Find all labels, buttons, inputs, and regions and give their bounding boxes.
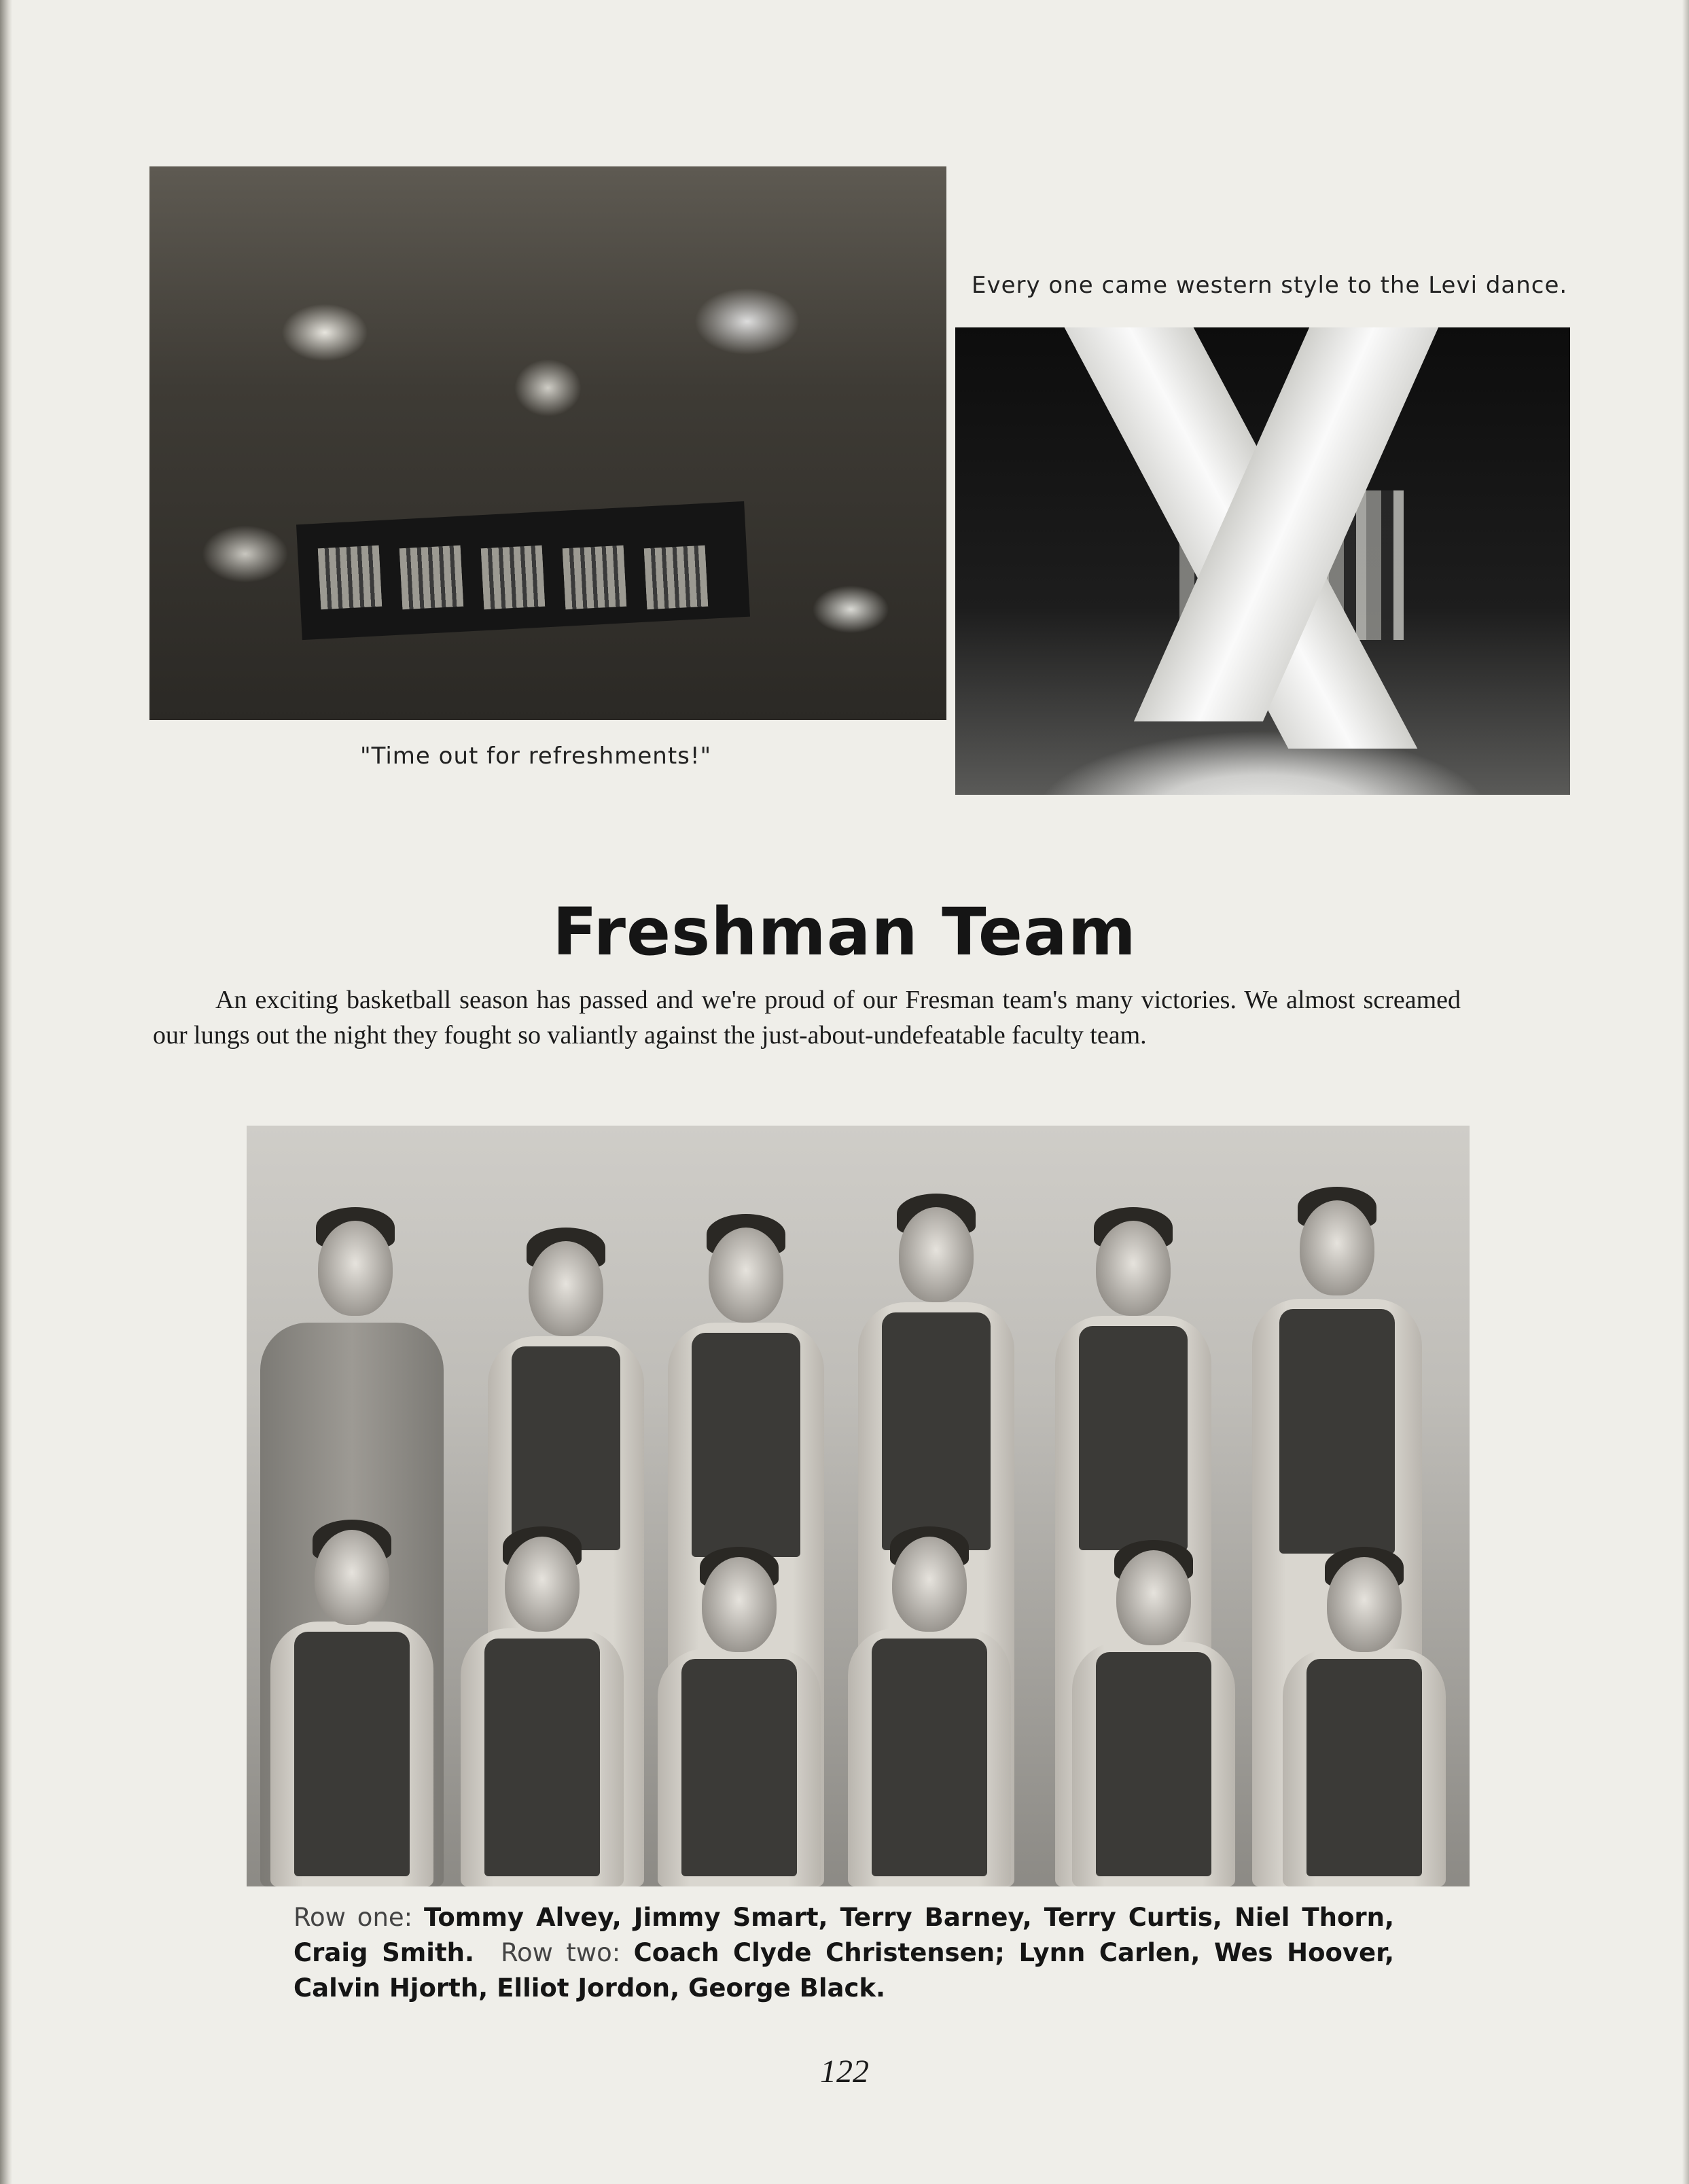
intro-paragraph: An exciting basketball season has passed and we're proud of our Fresman team's many victories. We almost screamed our lungs out the night they fought so valiantly against the just-about-undefeatable faculty team.: [153, 986, 1461, 1050]
candy-box: [481, 545, 546, 610]
team-photo-caption: [294, 1900, 1394, 2006]
row-one-names: Tommy Alvey, Jimmy Smart, Terry Barney, Terry Curtis, Niel Thorn, Craig Smith.: [294, 1903, 1395, 1967]
levi-dance-photo: [955, 327, 1570, 795]
refreshments-photo: [149, 166, 946, 720]
candy-box: [318, 545, 383, 610]
page-title: Freshman Team: [552, 894, 1137, 970]
row-two-label: Row two:: [500, 1938, 621, 1967]
candy-box: [644, 545, 709, 610]
freshman-team-photo: [247, 1126, 1470, 1886]
page-binding-edge: [0, 0, 12, 2184]
team-player: [844, 1526, 1014, 1886]
candy-box: [563, 545, 627, 610]
refreshments-caption: "Time out for refreshments!": [360, 742, 712, 770]
team-player: [1279, 1547, 1449, 1886]
row-two-names: Coach Clyde Christensen; Lynn Carlen, Wes Hoover, Calvin Hjorth, Elliot Jordon, George Black.: [294, 1938, 1395, 2003]
page-right-edge: [1682, 0, 1689, 2184]
levi-dance-caption: Every one came western style to the Levi dance.: [972, 272, 1568, 299]
team-player: [654, 1547, 824, 1886]
team-player: [1069, 1540, 1239, 1886]
page-number: 122: [820, 2054, 869, 2090]
candy-box: [399, 545, 464, 610]
row-one-label: Row one:: [294, 1903, 413, 1932]
team-player: [267, 1520, 437, 1886]
team-player: [457, 1526, 627, 1886]
